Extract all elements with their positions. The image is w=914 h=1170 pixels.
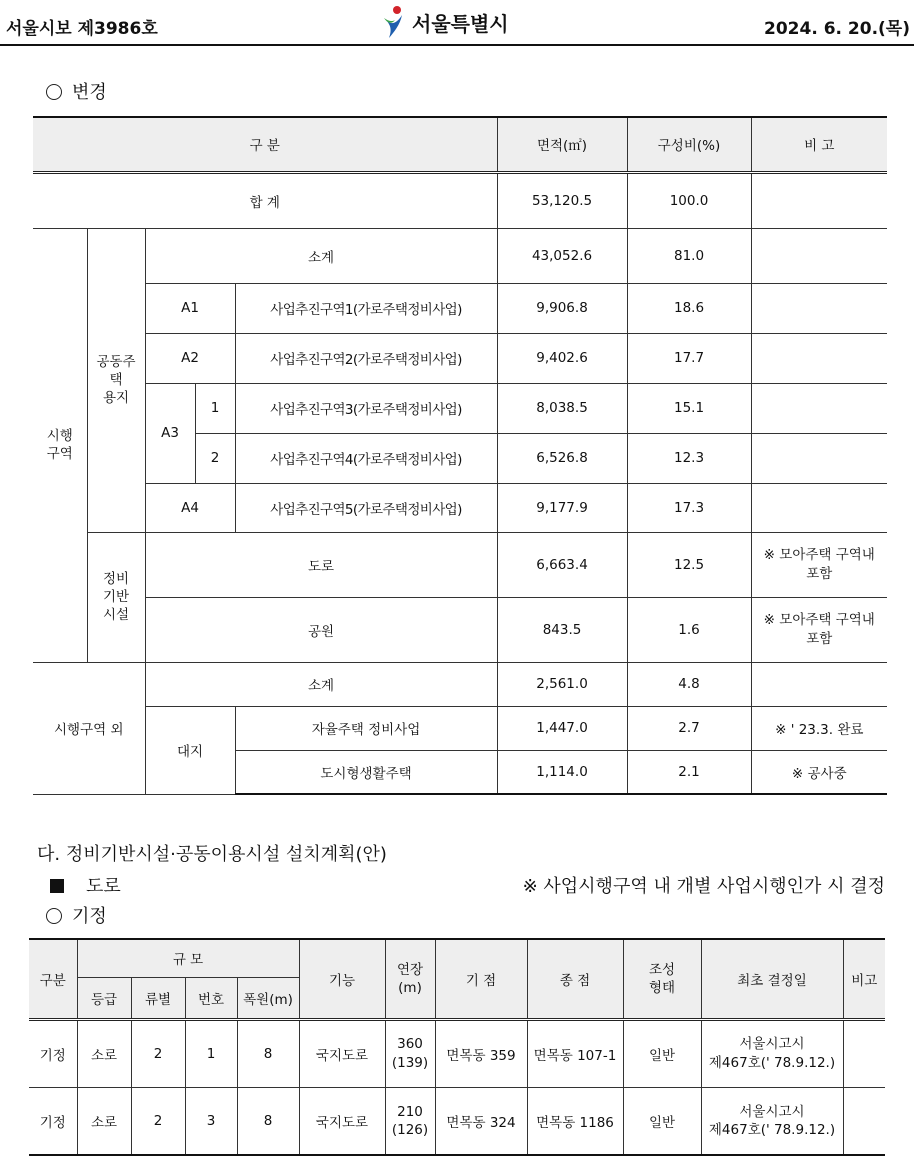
a3-2-name: 사업추진구역4(가로주택정비사업) bbox=[235, 433, 497, 483]
urban-housing-ratio: 2.1 bbox=[627, 750, 751, 794]
header-ratio: 구성비(%) bbox=[627, 117, 751, 172]
logo-text: 서울특별시 bbox=[412, 11, 509, 36]
total-label: 합 계 bbox=[33, 172, 497, 228]
table-row bbox=[29, 1087, 885, 1155]
header-area: 면적(㎡) bbox=[497, 117, 627, 172]
row-length: 210 (126) bbox=[385, 1087, 435, 1155]
a2-ratio: 17.7 bbox=[627, 333, 751, 383]
row-type: 2 bbox=[131, 1019, 185, 1087]
table-row-a2 bbox=[33, 333, 887, 383]
section-road-note: ※ 사업시행구역 내 개별 사업시행인가 시 결정 bbox=[522, 876, 885, 897]
section-existing-label: 기정 bbox=[72, 906, 107, 927]
gazette-date: 2024. 6. 20.(목) bbox=[764, 19, 910, 39]
row-form: 일반 bbox=[623, 1087, 701, 1155]
header-category: 구 분 bbox=[33, 117, 497, 172]
outside-subtotal-remarks bbox=[751, 662, 887, 706]
row-grade: 소로 bbox=[77, 1087, 131, 1155]
row-end: 면목동 107-1 bbox=[527, 1019, 623, 1087]
section-change bbox=[46, 78, 107, 104]
group-implementation-zone: 시행 구역 bbox=[33, 228, 87, 662]
square-bullet-icon bbox=[50, 879, 64, 893]
header-start: 기 점 bbox=[435, 939, 527, 1019]
a1-area: 9,906.8 bbox=[497, 283, 627, 333]
total-remarks bbox=[751, 172, 887, 228]
row-category: 기정 bbox=[29, 1087, 77, 1155]
a2-name: 사업추진구역2(가로주택정비사업) bbox=[235, 333, 497, 383]
header-remarks: 비고 bbox=[843, 939, 885, 1019]
urban-housing-area: 1,114.0 bbox=[497, 750, 627, 794]
table-row bbox=[29, 1019, 885, 1087]
a2-remarks bbox=[751, 333, 887, 383]
a1-name: 사업추진구역1(가로주택정비사업) bbox=[235, 283, 497, 333]
seoul-emblem-icon bbox=[382, 5, 406, 39]
self-housing-label: 자율주택 정비사업 bbox=[235, 706, 497, 750]
group-outside-zone: 시행구역 외 bbox=[33, 662, 145, 794]
a4-ratio: 17.3 bbox=[627, 483, 751, 532]
total-ratio: 100.0 bbox=[627, 172, 751, 228]
header-form: 조성 형태 bbox=[623, 939, 701, 1019]
a3-1-sub: 1 bbox=[195, 383, 235, 433]
a1-remarks bbox=[751, 283, 887, 333]
self-housing-ratio: 2.7 bbox=[627, 706, 751, 750]
header-grade: 등급 bbox=[77, 977, 131, 1019]
table-row-outside-subtotal bbox=[33, 662, 887, 706]
a4-name: 사업추진구역5(가로주택정비사업) bbox=[235, 483, 497, 532]
row-number: 1 bbox=[185, 1019, 237, 1087]
housing-subtotal-label: 소계 bbox=[145, 228, 497, 283]
header-scale: 규 모 bbox=[77, 939, 299, 977]
a3-1-name: 사업추진구역3(가로주택정비사업) bbox=[235, 383, 497, 433]
total-area: 53,120.5 bbox=[497, 172, 627, 228]
table-row-total bbox=[33, 172, 887, 228]
table-header-row bbox=[29, 939, 885, 977]
section-road bbox=[50, 872, 121, 898]
row-end: 면목동 1186 bbox=[527, 1087, 623, 1155]
row-function: 국지도로 bbox=[299, 1019, 385, 1087]
outside-subtotal-ratio: 4.8 bbox=[627, 662, 751, 706]
road-plan-table bbox=[29, 938, 885, 1156]
park-remarks: ※ 모아주택 구역내 포함 bbox=[751, 597, 887, 662]
site-label: 대지 bbox=[145, 706, 235, 794]
park-label: 공원 bbox=[145, 597, 497, 662]
a4-remarks bbox=[751, 483, 887, 532]
road-area: 6,663.4 bbox=[497, 532, 627, 597]
a3-1-ratio: 15.1 bbox=[627, 383, 751, 433]
self-housing-remarks: ※ ' 23.3. 완료 bbox=[751, 706, 887, 750]
land-use-table bbox=[33, 116, 887, 795]
header-end: 종 점 bbox=[527, 939, 623, 1019]
a2-code: A2 bbox=[145, 333, 235, 383]
row-length: 360 (139) bbox=[385, 1019, 435, 1087]
table-row-a3-1 bbox=[33, 383, 887, 433]
row-remarks bbox=[843, 1087, 885, 1155]
group-housing-site: 공동주 택 용지 bbox=[87, 228, 145, 532]
table-row-road bbox=[33, 532, 887, 597]
a3-2-area: 6,526.8 bbox=[497, 433, 627, 483]
header-category: 구분 bbox=[29, 939, 77, 1019]
housing-subtotal-ratio: 81.0 bbox=[627, 228, 751, 283]
header-number: 번호 bbox=[185, 977, 237, 1019]
circle-bullet-icon bbox=[46, 84, 62, 100]
road-label: 도로 bbox=[145, 532, 497, 597]
section-existing bbox=[46, 902, 107, 928]
a3-2-ratio: 12.3 bbox=[627, 433, 751, 483]
road-ratio: 12.5 bbox=[627, 532, 751, 597]
a3-2-sub: 2 bbox=[195, 433, 235, 483]
group-infrastructure: 정비 기반 시설 bbox=[87, 532, 145, 662]
outside-subtotal-label: 소계 bbox=[145, 662, 497, 706]
housing-subtotal-remarks bbox=[751, 228, 887, 283]
a2-area: 9,402.6 bbox=[497, 333, 627, 383]
circle-bullet-icon bbox=[46, 908, 62, 924]
table-row-a4 bbox=[33, 483, 887, 532]
row-start: 면목동 359 bbox=[435, 1019, 527, 1087]
header-type: 류별 bbox=[131, 977, 185, 1019]
a3-1-area: 8,038.5 bbox=[497, 383, 627, 433]
row-decision: 서울시고시 제467호(' 78.9.12.) bbox=[701, 1087, 843, 1155]
row-width: 8 bbox=[237, 1087, 299, 1155]
header-length: 연장 (m) bbox=[385, 939, 435, 1019]
a3-2-remarks bbox=[751, 433, 887, 483]
row-remarks bbox=[843, 1019, 885, 1087]
row-decision: 서울시고시 제467호(' 78.9.12.) bbox=[701, 1019, 843, 1087]
table-row-self-housing bbox=[33, 706, 887, 750]
a1-code: A1 bbox=[145, 283, 235, 333]
outside-subtotal-area: 2,561.0 bbox=[497, 662, 627, 706]
row-function: 국지도로 bbox=[299, 1087, 385, 1155]
gazette-issue: 서울시보 제3986호 bbox=[6, 19, 158, 39]
a4-area: 9,177.9 bbox=[497, 483, 627, 532]
header-remarks: 비 고 bbox=[751, 117, 887, 172]
header-function: 기능 bbox=[299, 939, 385, 1019]
row-form: 일반 bbox=[623, 1019, 701, 1087]
row-grade: 소로 bbox=[77, 1019, 131, 1087]
row-width: 8 bbox=[237, 1019, 299, 1087]
self-housing-area: 1,447.0 bbox=[497, 706, 627, 750]
urban-housing-remarks: ※ 공사중 bbox=[751, 750, 887, 794]
section-plan: 다. 정비기반시설·공동이용시설 설치계획(안) bbox=[37, 844, 387, 865]
table-row-a1 bbox=[33, 283, 887, 333]
row-category: 기정 bbox=[29, 1019, 77, 1087]
section-change-label: 변경 bbox=[72, 82, 107, 103]
park-ratio: 1.6 bbox=[627, 597, 751, 662]
a4-code: A4 bbox=[145, 483, 235, 532]
header-decision: 최초 결정일 bbox=[701, 939, 843, 1019]
a1-ratio: 18.6 bbox=[627, 283, 751, 333]
park-area: 843.5 bbox=[497, 597, 627, 662]
housing-subtotal-area: 43,052.6 bbox=[497, 228, 627, 283]
section-road-label: 도로 bbox=[86, 876, 121, 897]
table-header-row bbox=[33, 117, 887, 172]
seoul-logo bbox=[382, 2, 509, 42]
row-start: 면목동 324 bbox=[435, 1087, 527, 1155]
urban-housing-label: 도시형생활주택 bbox=[235, 750, 497, 794]
header-width: 폭원(m) bbox=[237, 977, 299, 1019]
road-remarks: ※ 모아주택 구역내 포함 bbox=[751, 532, 887, 597]
a3-code: A3 bbox=[145, 383, 195, 483]
row-number: 3 bbox=[185, 1087, 237, 1155]
table-row-housing-subtotal bbox=[33, 228, 887, 283]
gazette-header bbox=[0, 0, 914, 46]
row-type: 2 bbox=[131, 1087, 185, 1155]
a3-1-remarks bbox=[751, 383, 887, 433]
table-row-park bbox=[33, 597, 887, 662]
